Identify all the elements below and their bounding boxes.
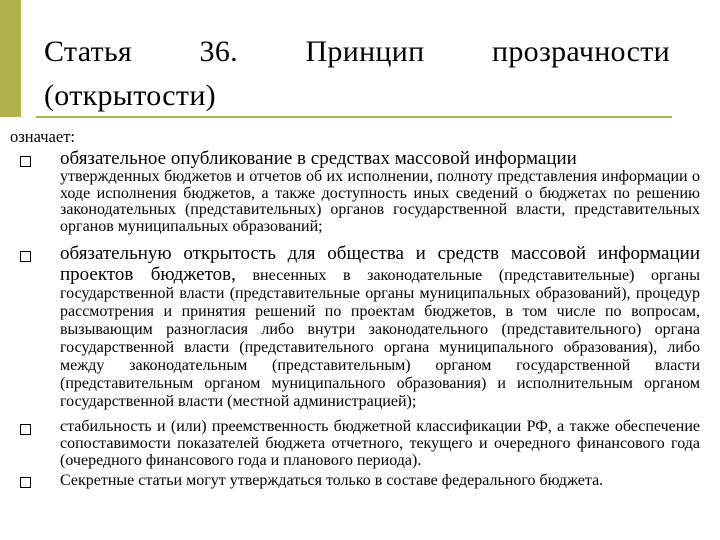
item-body-text: Секретные статьи могут утверждаться только в составе федерального бюджета. [60,472,604,490]
list-item [10,419,700,469]
item-lead-text: обязательную открытость для общества и средств массовой информации проектов бюджетов, [60,243,700,286]
list-item [10,243,700,411]
slide-title: Статья 36. Принцип прозрачности (открытости) [44,35,670,112]
square-bullet-icon [20,477,31,488]
square-bullet-icon [20,424,31,435]
square-bullet-icon [20,156,31,167]
item-body-text: внесенных в законодательные (представительные) органы государственной власти (представительные органы муниципальных образований), процедур рассмотрения и принятия решений по проектам бюджетов, в том числе по вопросам, вызывающим разногласия либо внутри законодательного (представительного) органа государственной власти (представительного органа муниципального образования), либо между законодательным (представительным) органом государственной власти (представительным органом муниципального образования) и исполнительным органом государственной власти (местной администрацией); [60,267,700,411]
intro-text: означает: [10,127,76,146]
list-item [10,473,700,490]
item-body-text: стабильность и (или) преемственность бюджетной классификации РФ, а также обеспечение сопоставимости показателей бюджета отчетного, текущего и очередного финансового года (очередного финансового года и планового периода). [60,418,700,469]
square-bullet-icon [20,251,31,262]
list-item [10,148,700,235]
title-divider [36,116,672,118]
item-body-text: утвержденных бюджетов и отчетов об их исполнении, полноту представления информации о ходе исполнения бюджетов, а также доступность иных сведений о бюджетах по решению законодательных (представительных) органов государственной власти, представительных органов муниципальных образований; [60,168,700,235]
bullet-list [10,148,700,490]
decorative-side-bar [0,0,21,117]
item-lead-text: обязательное опубликование в средствах массовой информации [60,148,577,169]
